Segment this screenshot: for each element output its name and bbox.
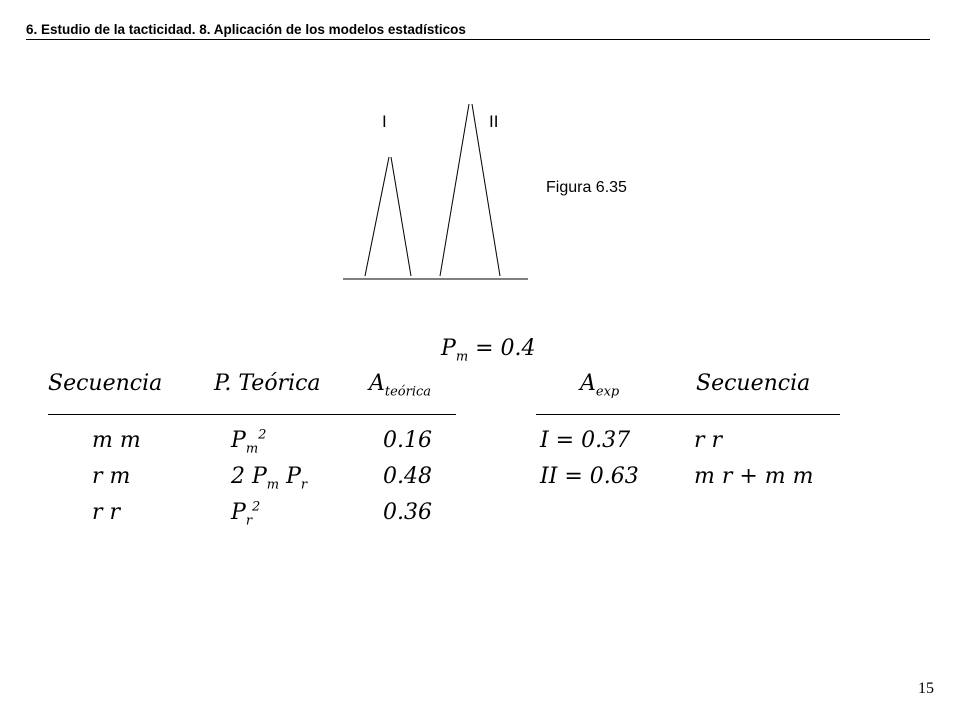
left-header-area-subscript: teórica [384,384,432,400]
page-number: 15 [918,680,934,697]
peak-ii-left-edge [440,104,469,276]
pm-equals-value: = 0.4 [468,336,536,361]
prob-subscript: m [245,441,259,457]
right-header-sequence: Secuencia [696,371,811,396]
left-row-1-seq: m m [92,428,141,453]
prob-coefficient: 2 P [231,464,267,489]
prob-subscript-m: m [266,477,280,493]
prob-symbol: P [231,428,246,453]
prob-exponent: 2 [258,427,267,443]
right-row-1-value: I = 0.37 [540,428,631,453]
prob-exponent: 2 [252,499,261,515]
peak-label-ii: II [489,112,499,131]
right-header-area-subscript: exp [595,384,620,400]
left-header-prob: P. Teórica [214,371,321,396]
left-row-2-seq: r m [92,464,131,489]
prob-subscript: r [245,513,253,529]
peak-label-i: I [382,112,387,131]
left-row-3-prob [231,499,261,529]
right-header-area-symbol: A [580,371,596,396]
right-row-2-value: II = 0.63 [540,464,639,489]
left-row-3-seq: r r [92,500,121,525]
figure-caption: Figura 6.35 [546,179,627,196]
left-row-2-prob [231,464,308,493]
right-row-1-seq: r r [694,428,723,453]
left-row-1-value: 0.16 [383,428,432,453]
header-title: 6. Estudio de la tacticidad. 8. Aplicación de los modelos estadísticos [26,22,466,37]
left-row-3-value: 0.36 [383,500,432,525]
right-row-2-seq: m r + m m [694,464,814,489]
right-header-rule [536,414,840,415]
pm-symbol: P [441,336,456,361]
left-header-sequence: Secuencia [48,371,163,396]
prob-symbol-2: P [279,464,301,489]
nmr-peaks-figure [0,0,960,300]
left-row-1-prob [231,427,267,457]
peak-i-left-edge [365,157,389,276]
right-header-area [580,371,620,400]
peak-i-right-edge [391,157,411,276]
prob-symbol: P [231,500,246,525]
left-header-rule [48,414,456,415]
left-row-2-value: 0.48 [383,464,432,489]
pm-subscript: m [455,349,469,365]
prob-subscript-r: r [300,477,308,493]
left-header-area [369,371,432,400]
left-header-area-symbol: A [369,371,385,396]
pm-value-line [441,336,536,365]
